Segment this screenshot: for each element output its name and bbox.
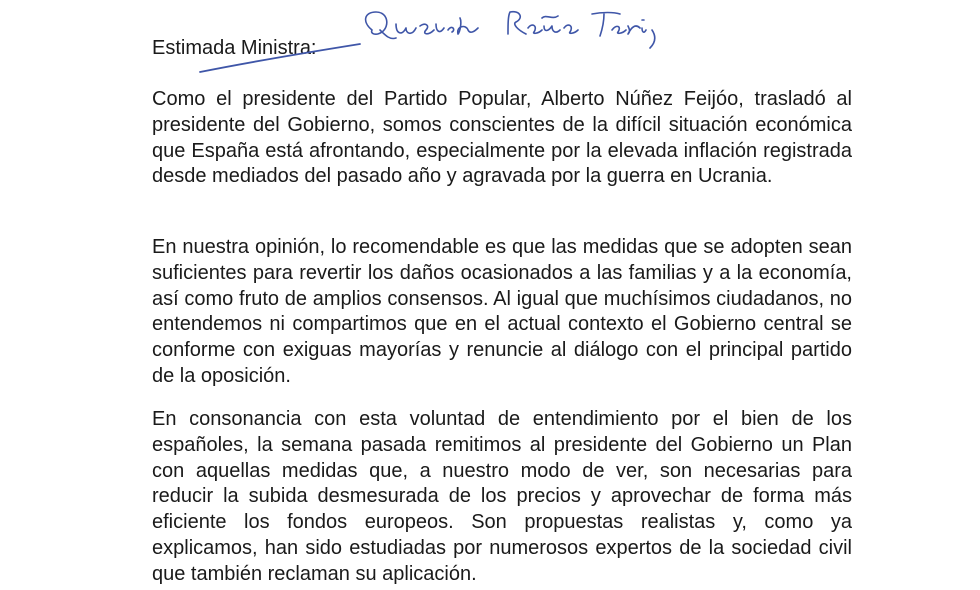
paragraph-3: En consonancia con esta voluntad de entendimiento por el bien de los españoles, la semana pasada remitimos al presidente del Gobierno un Plan con aquellas medidas que, a nuestro modo de ver, son necesarias para reducir la subida desmesurada de los precios y aprovechar de forma más eficiente los fondos europeos. Son propuestas realistas y, como ya explicamos, han sido estudiadas por numerosos expertos de la sociedad civil que también reclaman su aplicación. <box>152 408 852 585</box>
handwritten-note <box>190 0 660 90</box>
paragraph-1: Como el presidente del Partido Popular, Alberto Núñez Feijóo, trasladó al presidente del Gobierno, somos conscientes de la difícil situación económica que España está afrontando, especialmente por la elevada inflación registrada desde mediados del pasado año y agravada por la guerra en Ucrania. <box>152 88 852 188</box>
salutation: Estimada Ministra: <box>152 37 317 59</box>
paragraph-2: En nuestra opinión, lo recomendable es que las medidas que se adopten sean suficientes para revertir los daños ocasionados a las familias y a la economía, así como fruto de amplios consensos. Al igual que muchísimos ciudadanos, no entendemos ni compartimos que en el actual contexto el Gobierno central se conforme con exiguas mayorías y renuncie al diálogo con el principal partido de la oposición. <box>152 236 852 387</box>
handwritten-note-drawing <box>190 0 660 90</box>
